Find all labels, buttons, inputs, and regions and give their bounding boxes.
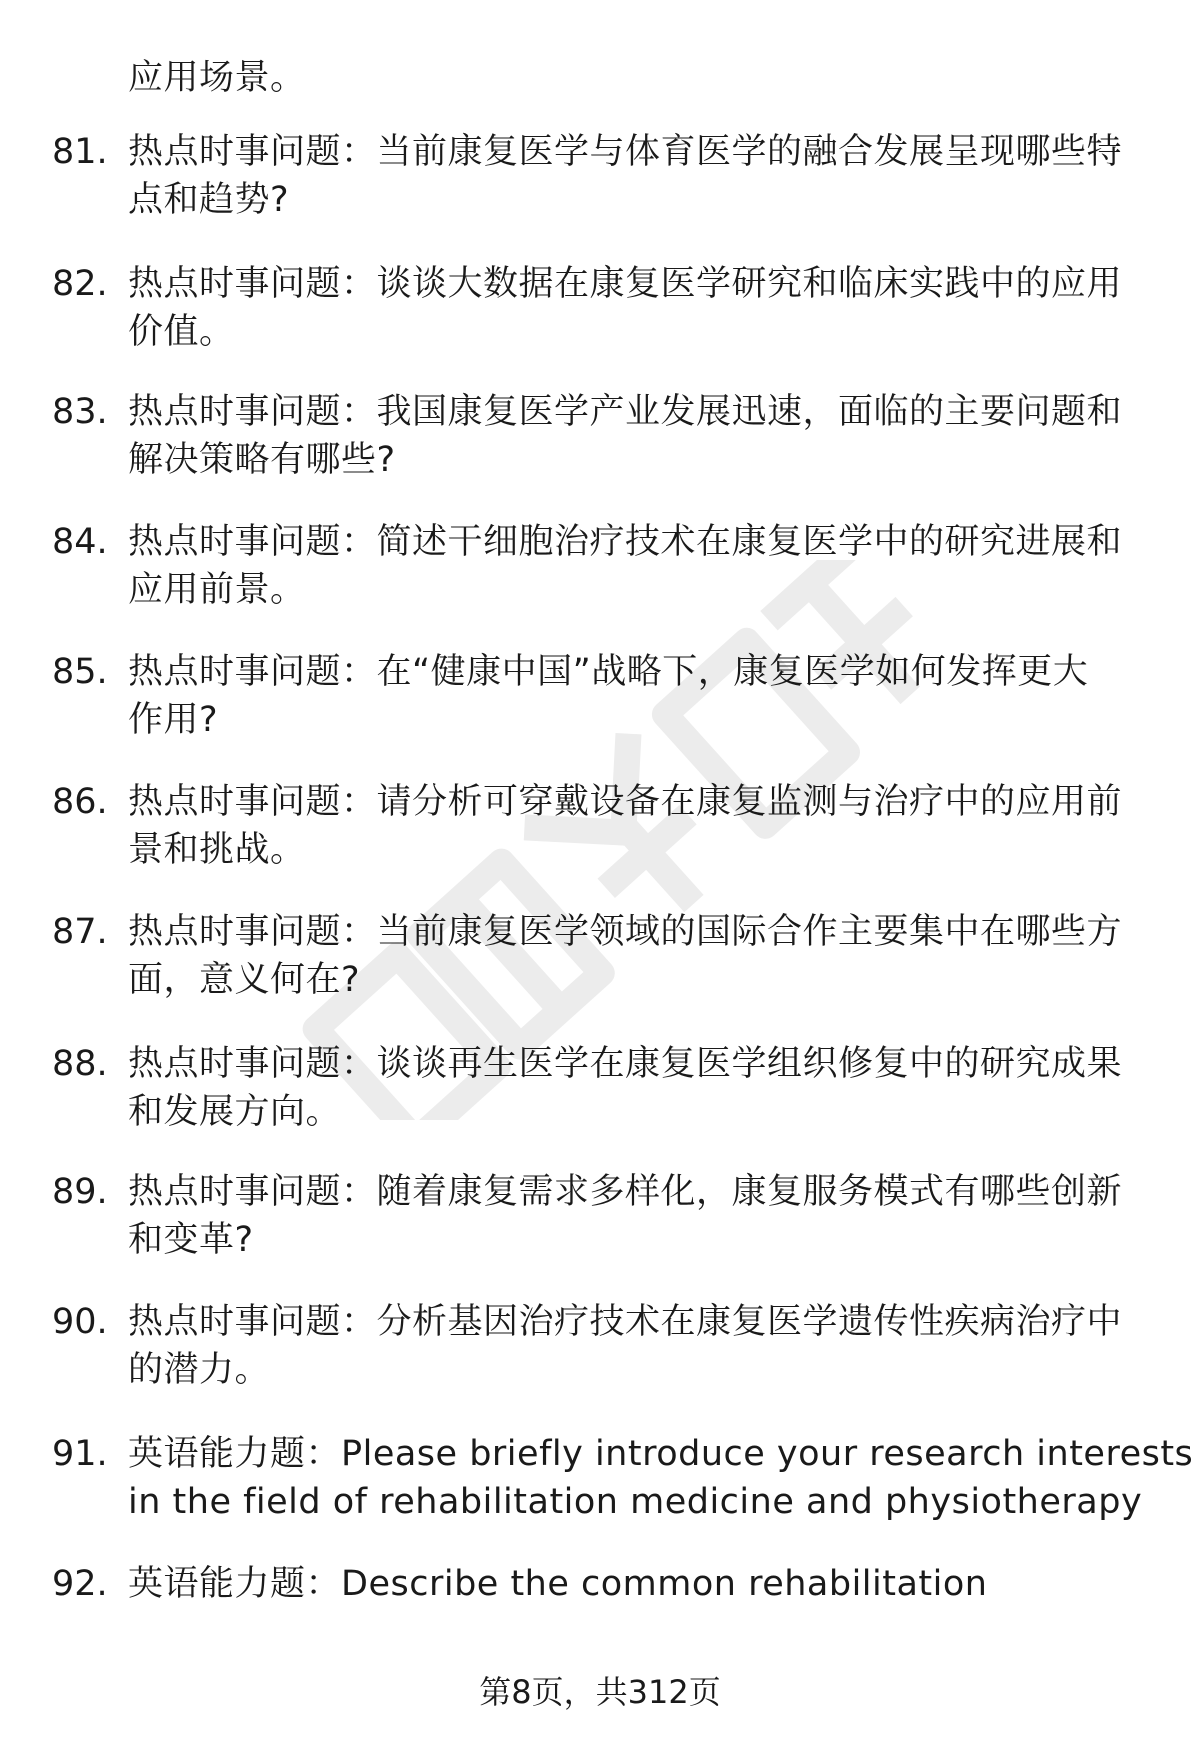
question-text-line: 热点时事问题：分析基因治疗技术在康复医学遗传性疾病治疗中	[128, 1302, 1123, 1342]
question-text-line: 和发展方向。	[128, 1092, 342, 1132]
question-number: 91.	[52, 1434, 108, 1474]
question-text-line: 热点时事问题：谈谈大数据在康复医学研究和临床实践中的应用	[128, 264, 1123, 304]
question-text-line: in the field of rehabilitation medicine and physiotherapy	[128, 1482, 1143, 1522]
question-text-line: 解决策略有哪些?	[128, 440, 396, 480]
question-text-line: 作用?	[128, 700, 219, 740]
question-number: 85.	[52, 652, 108, 692]
question-text-line: 热点时事问题：随着康复需求多样化，康复服务模式有哪些创新	[128, 1172, 1123, 1212]
question-number: 81.	[52, 132, 108, 172]
question-text-line: 的潜力。	[128, 1350, 271, 1390]
question-text-line: 面，意义何在?	[128, 960, 361, 1000]
question-number: 83.	[52, 392, 108, 432]
question-number: 84.	[52, 522, 108, 562]
question-text-line: 热点时事问题：当前康复医学领域的国际合作主要集中在哪些方	[128, 912, 1123, 952]
question-text-line: 英语能力题：Please briefly introduce your research interests	[128, 1434, 1194, 1474]
watermark-graphic	[180, 560, 1080, 1120]
question-number: 87.	[52, 912, 108, 952]
question-text-line: 英语能力题：Describe the common rehabilitation	[128, 1564, 988, 1604]
question-number: 92.	[52, 1564, 108, 1604]
page-footer: 第8页，共312页	[479, 1673, 721, 1711]
question-number: 90.	[52, 1302, 108, 1342]
question-number: 88.	[52, 1044, 108, 1084]
question-text-line: 和变革?	[128, 1220, 254, 1260]
question-text-line: 热点时事问题：在“健康中国”战略下，康复医学如何发挥更大	[128, 652, 1089, 692]
question-text-line: 应用前景。	[128, 570, 306, 610]
question-number: 86.	[52, 782, 108, 822]
question-text-line: 价值。	[128, 312, 235, 352]
question-text-line: 热点时事问题：谈谈再生医学在康复医学组织修复中的研究成果	[128, 1044, 1123, 1084]
question-number: 89.	[52, 1172, 108, 1212]
question-text-line: 热点时事问题：简述干细胞治疗技术在康复医学中的研究进展和	[128, 522, 1123, 562]
question-number: 82.	[52, 264, 108, 304]
question-text-line: 点和趋势?	[128, 180, 290, 220]
question-text-line: 热点时事问题：当前康复医学与体育医学的融合发展呈现哪些特	[128, 132, 1123, 172]
question-text-line: 热点时事问题：请分析可穿戴设备在康复监测与治疗中的应用前	[128, 782, 1123, 822]
question-text-line: 热点时事问题：我国康复医学产业发展迅速，面临的主要问题和	[128, 392, 1123, 432]
question-text-line: 景和挑战。	[128, 830, 306, 870]
continuation-text: 应用场景。	[128, 58, 306, 98]
